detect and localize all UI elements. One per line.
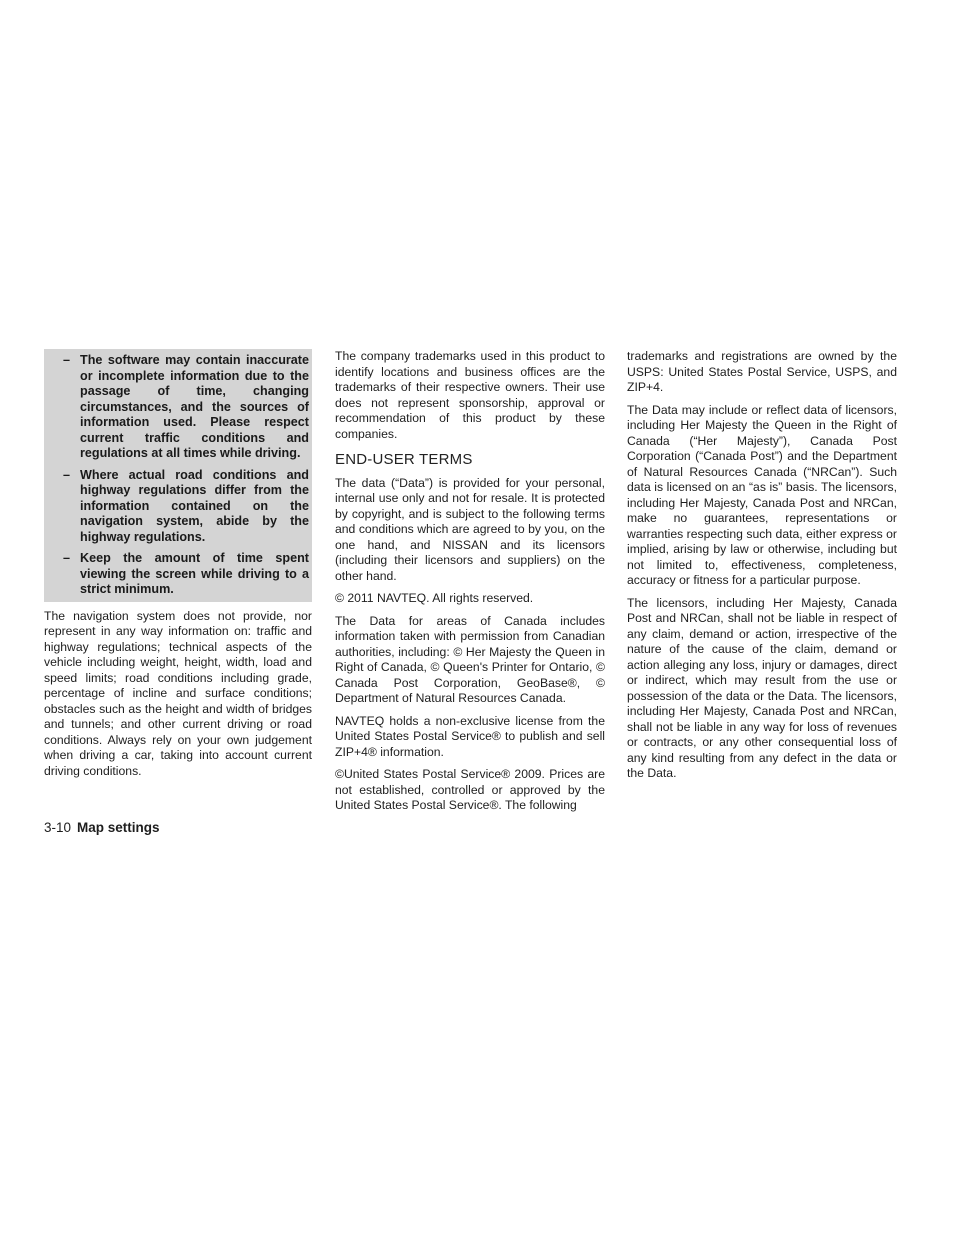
warning-text: Keep the amount of time spent viewing the screen while driving to a strict minimum. xyxy=(80,551,309,596)
licensors-data-paragraph: The Data may include or reflect data of licensors, including Her Majesty the Queen in the Right of Canada (“Her Majesty”), Canada Post Corporation (“Canada Post”) and the Department of Natural Resources Canada (“NRCan”). Such data is licensed on an “as is” basis. The licensors, including Her Majesty, Canada Post and NRCan, make no guarantees, representations or warranties respecting such data, either express or implied, arising by law or otherwise, including but not limited to, effectiveness, completeness, accuracy or fitness for a particular purpose. xyxy=(627,402,897,587)
warning-item xyxy=(47,468,309,546)
liability-paragraph: The licensors, including Her Majesty, Canada Post and NRCan, shall not be liable in respect of any claim, demand or action, irrespective of the nature of the cause of the claim, demand or action alleging any loss, injury or damages, direct or indirect, which may result from the use or possession of the data or the Data. The licensors, including Her Majesty, Canada Post and NRCan, shall not be liable in any way for loss of revenues or contracts, or any other consequential loss of any kind resulting from any defect in the data or the Data. xyxy=(627,595,897,780)
section-title: Map settings xyxy=(77,820,160,835)
warning-text: Where actual road conditions and highway regulations differ from the information contained on the navigation system, abide by the highway regulations. xyxy=(80,467,309,544)
warning-item xyxy=(47,353,309,462)
middle-column xyxy=(335,349,605,821)
dash-bullet: – xyxy=(63,467,71,482)
warning-text: The software may contain inaccurate or incomplete information due to the passage of time, changing circumstances, and the sources of information used. Please respect current traffic conditions and regulations at all times while driving. xyxy=(80,353,309,460)
dash-bullet: – xyxy=(63,353,71,367)
data-terms-paragraph: The data (“Data”) is provided for your personal, internal use only and not for resale. It is protected by copyright, and is subject to the following terms and conditions which are agreed to by you, on the one hand, and NISSAN and its licensors (including their licensors and suppliers) on the other hand. xyxy=(335,475,605,583)
left-column xyxy=(44,349,312,786)
right-column xyxy=(627,349,897,789)
copyright-paragraph: © 2011 NAVTEQ. All rights reserved. xyxy=(335,591,534,605)
trademarks-paragraph: The company trademarks used in this product to identify locations and business offices are the trademarks of their respective owners. Their use does not represent sponsorship, approval or recommendation of this product by these companies. xyxy=(335,349,605,441)
warning-box xyxy=(44,349,312,602)
dash-bullet: – xyxy=(63,551,71,565)
canada-data-paragraph: The Data for areas of Canada includes information taken with permission from Canadian authorities, including: © Her Majesty the Queen in Right of Canada, © Queen's Printer for Ontario, © Canada Post Corporation, GeoBase®, © Department of Natural Resources Canada. xyxy=(335,613,605,705)
section-heading-end-user-terms: END-USER TERMS xyxy=(335,451,473,468)
warning-item xyxy=(47,551,309,598)
navigation-disclaimer-paragraph: The navigation system does not provide, nor represent in any way information on: traffic and highway regulations; technical aspects of the vehicle including weight, height, width, load and speed limits; road conditions including grade, percentage of incline and surface conditions; obstacles such as the height and width of bridges and tunnels; and other current driving or road conditions. Always rely on your own judgement when driving a car, taking into account current driving conditions. xyxy=(44,608,312,778)
page-footer xyxy=(44,820,160,835)
warning-list xyxy=(47,353,309,598)
navteq-license-paragraph: NAVTEQ holds a non-exclusive license from the United States Postal Service® to publish and sell ZIP+4® information. xyxy=(335,713,605,759)
usps-paragraph: ©United States Postal Service® 2009. Prices are not established, controlled or approved by the United States Postal Service®. The following xyxy=(335,767,605,812)
usps-trademarks-paragraph: trademarks and registrations are owned by the USPS: United States Postal Service, USPS, and ZIP+4. xyxy=(627,349,897,394)
page-number: 3-10 xyxy=(44,820,72,835)
